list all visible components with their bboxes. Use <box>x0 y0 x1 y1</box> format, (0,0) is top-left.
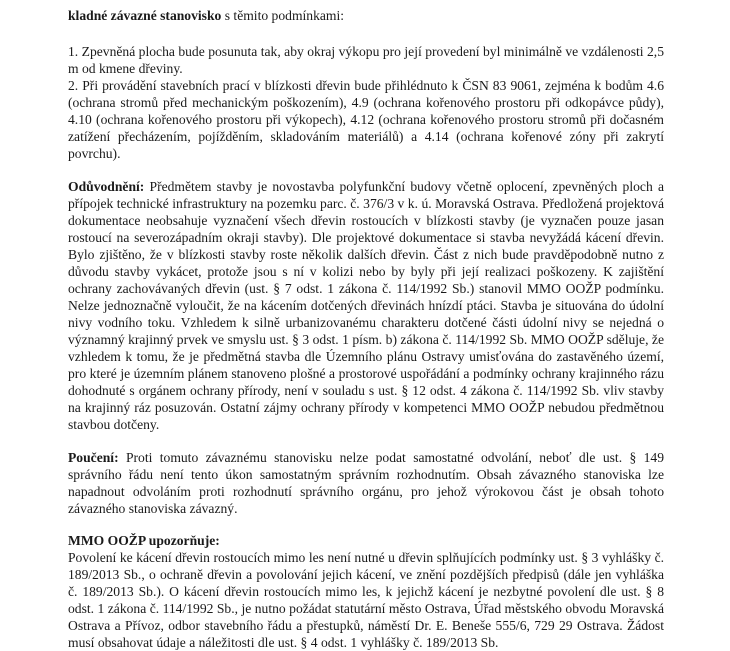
justification-line: Bylo zjištěno, že v blízkosti stavby roste několik dalších dřevin. Část z nich bude pravděpodobně nutno z <box>68 247 664 262</box>
justification-line: na krajinný ráz posuzován. Ostatní zájmy ochrany přírody v kompetenci MMO OOŽP nebudou předmětnou <box>68 400 664 415</box>
justification-line: vzhledem k tomu, že je předmětná stavba dle Územního plánu Ostravy umisťována do zastavěného území, <box>68 349 664 364</box>
justification-line: významný krajinný prvek ve smyslu ust. § 3 odst. 1 písm. b) zákona č. 114/1992 Sb. MMO OOŽP sděluje, že <box>68 332 664 347</box>
notice-line: Ostrava a Přívoz, odbor stavebního řádu a přestupků, náměstí Dr. E. Beneše 555/6, 729 29 Ostrava. Žádost <box>68 618 664 633</box>
intro-text: s těmito podmínkami: <box>221 8 345 23</box>
justification-line: rostoucí na severozápadním okraji stavby). Dle projektové dokumentace si stavba nevyžádá kácení dřevin. <box>68 230 664 245</box>
notice-line: odst. 1 zákona č. 114/1992 Sb., je nutno požádat statutární město Ostrava, Úřad městského obvodu Moravská <box>68 601 664 616</box>
decision-label: kladné závazné stanovisko <box>68 8 222 23</box>
notice-line: 189/2013 Sb., o ochraně dřevin a povolování jejich kácení, ve znění pozdějších předpisů (dále jen vyhláška <box>68 567 664 582</box>
condition-1-line-1: 1. Zpevněná plocha bude posunuta tak, aby okraj výkopu pro její provedení byl minimálně ve vzdálenosti 2,5 <box>68 44 664 59</box>
condition-1-line-2: m od kmene dřeviny. <box>68 61 183 76</box>
notice-heading: MMO OOŽP upozorňuje: <box>68 533 220 548</box>
justification-line: pro které je územním plánem stanoveno plošné a prostorové uspořádání a podmínky ochrany krajinného rázu <box>68 366 664 381</box>
condition-2-line-5: povrchu). <box>68 146 121 161</box>
condition-2-line-4: zatížení přecházením, pojížděním, skladováním materiálů) a 4.14 (ochrana kořenové zóny při zakrytí <box>68 129 664 144</box>
justification-line: ochrany zachovávaných dřevin (ust. § 7 odst. 1 zákona č. 114/1992 Sb.) stanovil MMO OOŽP podmínku. <box>68 281 664 296</box>
justification-label: Odůvodnění: <box>68 179 145 194</box>
justification-line: Nelze jednoznačně vyloučit, že na kácením dotčených dřevinách hnízdí ptáci. Stavba je situována do údolní <box>68 298 664 313</box>
notice-line: č. 189/2013 Sb.). O kácení dřevin rostoucích mimo les, k jejichž kácení je nezbytné povolení dle ust. § 8 <box>68 584 664 599</box>
justification-line: stavbou dotčeny. <box>68 417 160 432</box>
justification-line: přípojek technické infrastruktury na pozemku parc. č. 376/3 v k. ú. Moravská Ostrava. Předložená projektová <box>68 196 664 211</box>
condition-2-line-3: 4.10 (ochrana kořenového prostoru při výkopech), 4.12 (ochrana kořenového prostoru stromů při dočasném <box>68 112 664 127</box>
instruction-line: závazného stanoviska závazný. <box>68 501 238 516</box>
justification-line: nivy vodního toku. Vzhledem k silně urbanizovanému charakteru dotčené části údolní nivy se nejedná o <box>68 315 664 330</box>
condition-2-line-2: (ochrana stromů před mechanickým poškozením), 4.9 (ochrana kořenového prostoru při odkopávce půdy), <box>68 95 664 110</box>
justification-line-1: Odůvodnění: Předmětem stavby je novostavba polyfunkční budovy včetně oplocení, zpevněných ploch a <box>68 179 664 194</box>
instruction-line: napadnout odvoláním proti rozhodnutí správního orgánu, pro jehož výrokovou část je obsah tohoto <box>68 484 664 499</box>
justification-line: dokumentace neobsahuje vyznačení všech dřevin rostoucích v blízkosti stavby (je vyznačen pouze jasan <box>68 213 664 228</box>
instruction-label: Poučení: <box>68 450 119 465</box>
justification-line: dohodnuté s orgánem ochrany přírody, není v souladu s ust. § 12 odst. 4 zákona č. 114/1992 Sb. vliv stavby <box>68 383 664 398</box>
notice-line: musí obsahovat údaje a náležitosti dle ust. § 4 odst. 1 vyhlášky č. 189/2013 Sb. <box>68 635 499 650</box>
intro-line <box>68 7 344 24</box>
justification-line: důvodu stavby vykácet, protože jsou s ní v kolizi nebo by byly při její realizaci poškozeny. K zajištění <box>68 264 664 279</box>
instruction-line: správního řádu není tento úkon samostatným správním rozhodnutím. Obsah závazného stanoviska lze <box>68 467 664 482</box>
instruction-line-1: Poučení: Proti tomuto závaznému stanovisku nelze podat samostatné odvolání, neboť dle ust. § 149 <box>68 450 664 465</box>
notice-line: Povolení ke kácení dřevin rostoucích mimo les není nutné u dřevin splňujících podmínky ust. § 3 vyhlášky č. <box>68 550 664 565</box>
condition-2-line-1: 2. Při provádění stavebních prací v blízkosti dřevin bude přihlédnuto k ČSN 83 9061, zejména k bodům 4.6 <box>68 78 664 93</box>
